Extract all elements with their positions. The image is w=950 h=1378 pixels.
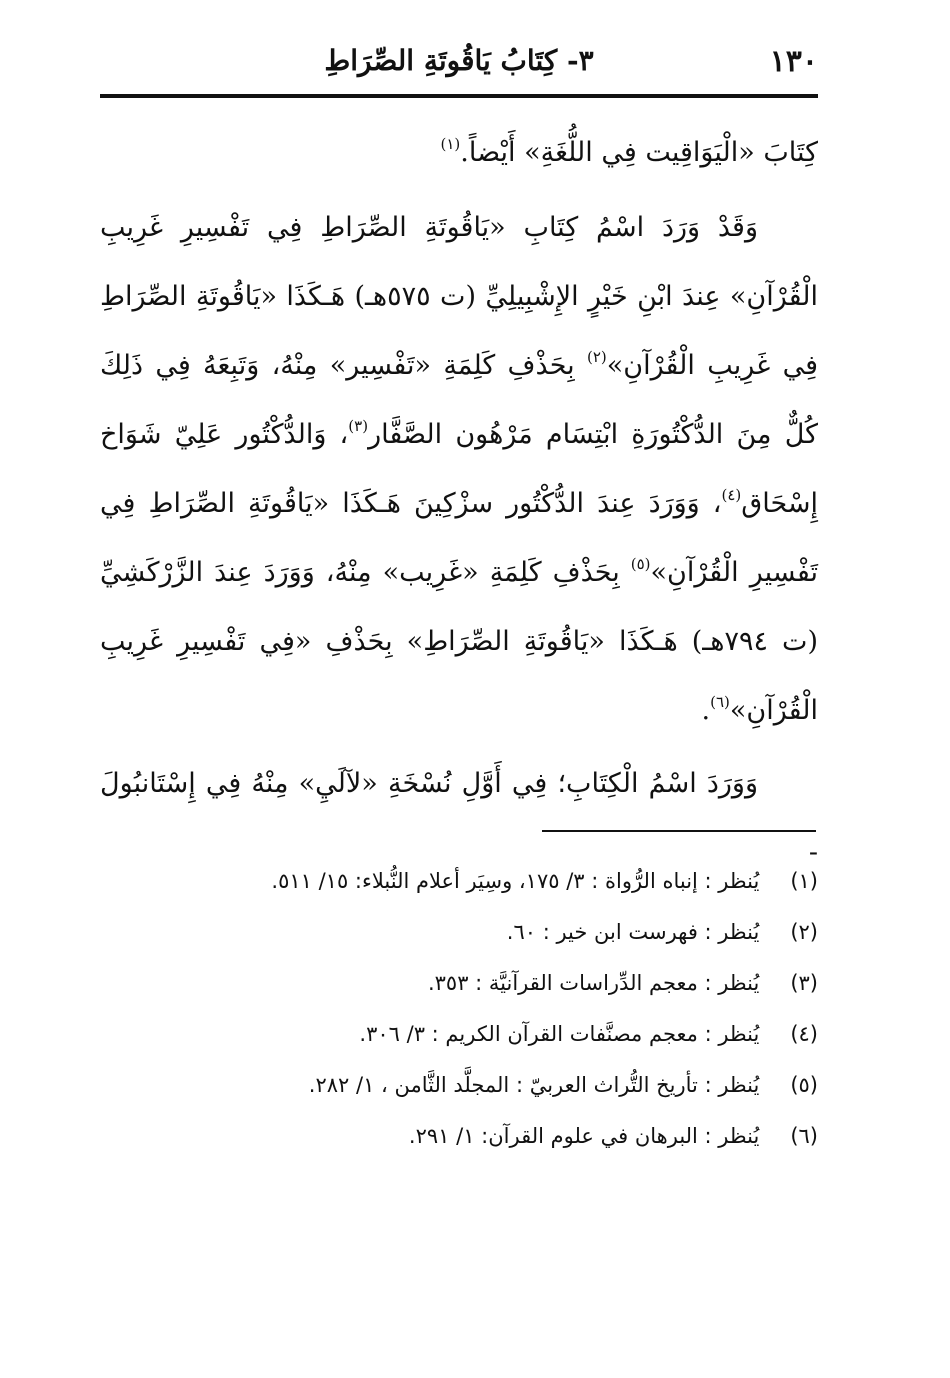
paragraph-1 [100,118,818,187]
paragraph-2-part-4: ، وَوَرَدَ عِندَ الدُّكْتُور سزْكِينَ هَـكَذَا «يَاقُوتَةِ الصِّرَاطِ فِي تَفْسِيرِ الْقُرْآنِ» [100,488,818,588]
paragraph-1-text: كِتَابَ «الْيَوَاقِيت فِي اللُّغَةِ» أَيْضاً. [460,137,818,168]
footnote-text: يُنظر : البرهان في علوم القرآن: ١/ ٢٩١. [408,1124,760,1148]
footnote-text: يُنظر : معجم الدِّراسات القرآنيَّة : ٣٥٣. [427,971,760,995]
footnote-item [100,1009,818,1060]
footnote-text: يُنظر : تأريخ التُّراث العربيّ : المجلَّد الثَّامن ، ١/ ٢٨٢. [308,1073,760,1097]
footnote-ref-2: (٢) [586,348,607,366]
footnote-item [100,958,818,1009]
paragraph-2 [100,193,818,745]
page-header [100,40,818,92]
footnote-item [100,856,818,907]
page-number: ١٣٠ [769,44,818,79]
paragraph-2-part-5: بِحَذْفِ كَلِمَةِ «غَرِيب» مِنْهُ، وَوَرَدَ عِندَ الزَّرْكَشِيِّ (ت ٧٩٤هـ) هَـكَذَا «يَاقُوتَةِ الصِّرَاطِ» بِحَذْفِ «فِي تَفْسِيرِ غَرِيبِ الْقُرْآنِ» [100,557,818,726]
footnote-ref-4: (٤) [721,486,742,504]
footnote-ref-1: (١) [440,135,461,153]
footnotes [100,856,818,1162]
footnote-text: يُنظر : معجم مصنَّفات القرآن الكريم : ٣/ ٣٠٦. [359,1022,760,1046]
footnote-number: (٦) [790,1124,818,1148]
footnote-number: (١) [790,869,818,893]
footnote-number: (٣) [790,971,818,995]
paragraph-2-part-6: . [701,695,711,726]
footnote-item [100,907,818,958]
footnote-ref-3: (٣) [348,417,369,435]
footnote-item [100,1060,818,1111]
paragraph-3-text: وَوَرَدَ اسْمُ الْكِتَابِ؛ فِي أَوَّلِ نُسْخَةِ «لآلَيِ» مِنْهُ فِي إِسْتَانبُولَ - [100,768,818,868]
footnote-text: يُنظر : فهرست ابن خير : ٦٠. [506,920,760,944]
footnote-number: (٤) [790,1022,818,1046]
footnote-separator [542,830,816,832]
footnote-number: (٢) [790,920,818,944]
footnote-item [100,1111,818,1162]
footnote-number: (٥) [790,1073,818,1097]
footnote-text: يُنظر : إنباه الرُّواة : ٣/ ١٧٥، وسِيَر أعلام النُّبلاء: ١٥/ ٥١١. [271,869,760,893]
paragraph-2-part-1: وَقَدْ وَرَدَ اسْمُ كِتَابِ «يَاقُوتَةِ الصِّرَاطِ فِي تَفْسِيرِ غَرِيبِ الْقُرْآنِ» عِندَ ابْنِ خَيْرٍ الإِشْبِيلِيِّ (ت ٥٧٥هـ) هَـكَذَا «يَاقُوتَةِ الصِّرَاطِ فِي غَرِيبِ الْقُرْآنِ» [100,212,818,381]
footnote-ref-5: (٥) [630,555,651,573]
running-title: ٣- كِتَابُ يَاقُوتَةِ الصِّرَاطِ [324,44,594,77]
header-rule [100,94,818,98]
paragraph-2-part-3: ، وَالدُّكْتُور عَلِيّ شَوَاخ إِسْحَاق [100,419,818,519]
paragraph-2-part-2: بِحَذْفِ كَلِمَةِ «تَفْسِير» مِنْهُ، وَتَبِعَهُ فِي ذَلِكَ كُلٌّ مِنَ الدُّكْتُورَةِ ابْتِسَام مَرْهُون الصَّفَّار [100,350,818,450]
main-text [100,118,818,891]
footnote-ref-6: (٦) [710,693,730,711]
